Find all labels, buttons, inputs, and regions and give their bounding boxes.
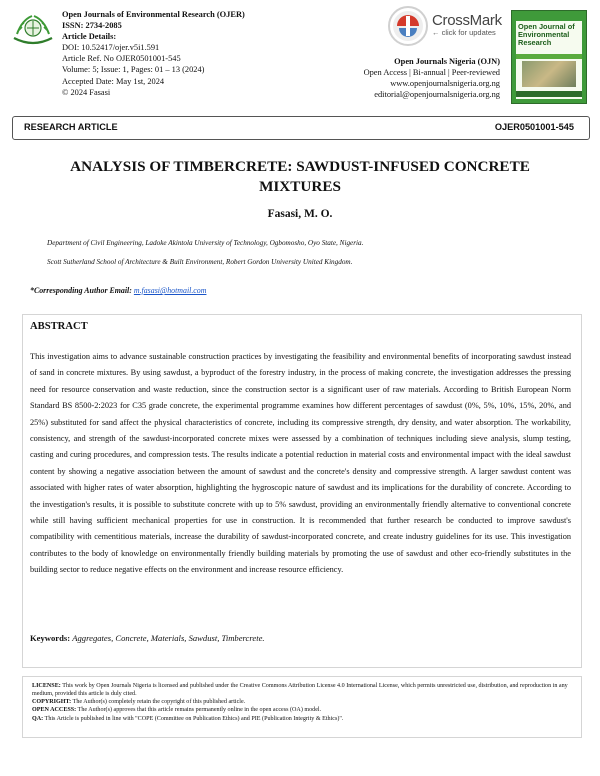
keywords [30, 633, 265, 643]
qa-label: QA: [32, 716, 44, 722]
open-access-notice [32, 706, 580, 714]
paper-title-line1: ANALYSIS OF TIMBERCRETE: SAWDUST-INFUSED CONCRETE [70, 158, 530, 175]
open-access-text: The Author(s) approves that this article remains permanently online in the open access (OA) model. [77, 707, 322, 713]
copyright-line: © 2024 Fasasi [62, 87, 111, 97]
article-code: OJER0501001-545 [494, 122, 574, 132]
journal-cover [511, 10, 587, 104]
crossmark-icon[interactable] [387, 5, 429, 47]
copyright-notice-label: COPYRIGHT: [32, 699, 72, 705]
crossmark-sub: ← click for updates [432, 28, 496, 37]
crossmark-label[interactable] [432, 12, 502, 37]
article-type: RESEARCH ARTICLE [24, 122, 118, 132]
editorial-email[interactable]: editorial@openjournalsnigeria.org.ng [374, 90, 500, 99]
cover-title: Open Journal of Environmental Research [518, 22, 575, 47]
abstract-heading: ABSTRACT [30, 321, 88, 332]
license-line [32, 682, 580, 698]
copyright-notice-text: The Author(s) completely retain the copyright of this published article. [72, 699, 246, 705]
qa-notice [32, 715, 580, 723]
corresponding-author [30, 286, 206, 295]
author: Fasasi, M. O. [267, 208, 333, 220]
cover-band [516, 54, 582, 59]
cover-photo [522, 61, 576, 87]
paper-title-line2: MIXTURES [259, 178, 341, 195]
affiliation-1: Department of Civil Engineering, Ladoke Akintola University of Technology, Ogbomosho, Oyo State, Nigeria. [47, 239, 364, 247]
crossmark-name: CrossMark [432, 12, 502, 29]
keywords-list: Aggregates, Concrete, Materials, Sawdust, Timbercrete. [72, 633, 265, 643]
issn: ISSN: 2734-2085 [62, 21, 122, 31]
copyright-notice [32, 698, 580, 706]
ojn-logo-icon [10, 8, 56, 48]
article-details-label: Article Details: [62, 32, 117, 42]
license-text: This work by Open Journals Nigeria is licensed and published under the Creative Commons Attribution License 4.0 International License, which permits unrestricted use, distribution, and reproduction in any medium, provided this article is duly cited. [32, 683, 568, 697]
corresponding-label: *Corresponding Author Email: [30, 286, 132, 295]
journal-details [62, 9, 245, 98]
paper-title [30, 157, 570, 197]
abstract-text: This investigation aims to advance sustainable construction practices by investigating the feasibility and environmental benefits of incorporating sawdust instead of sand in concrete mixtures. By using sawdust, a byproduct of the forestry industry, in the process of making concrete, the investigation addresses the pressing need for resource conservation and waste reduction, since the construction sector is a significant user of raw materials. According to British European Norm Standard BS 8500-2:2023 for C35 grade concrete, the experimental programme examines how different percentages of sawdust (0%, 5%, 10%, 15%, 20%, and 25%) substituted for sand affect the physical characteristics of concrete, including its compressive strength, dry density, and water absorption. The workability, consistency, and strength of the sawdust-incorporated concrete mixes were assessed by a combination of techniques including sieve analysis, slump testing, casting and curing procedures, and compression tests. The results indicate a potential reduction in material costs and environmental impact with the ideal sawdust content by showing a negative association between the amount of sawdust and the concrete's density and compressive strength. A larger sawdust content was associated with higher rates of water absorption, highlighting the hygroscopic nature of sawdust and its implications for the durability of concrete. According to the investigation's results, it is possible to substitute concrete with up to 5% sawdust, providing an environmentally friendly alternative to conventional concrete while still having sufficient mechanical properties for use in construction. It is recommended that further research be conducted to improve sawdust's compatibility with cementitious materials, increase the durability of sawdust-incorporated concrete, and create industry guidelines for its use. This investigation contributes to the body of knowledge on environmentally friendly building materials by promoting the use of sawdust and other eco-friendly substitutes in the building sector to reduce negative effects on the environment and increase resource efficiency. [30, 352, 571, 575]
website[interactable]: www.openjournalsnigeria.org.ng [390, 79, 500, 88]
access-line: Open Access | Bi-annual | Peer-reviewed [363, 68, 500, 77]
cover-footer [516, 91, 582, 97]
article-ref-no: Article Ref. No OJER0501001-545 [62, 54, 181, 64]
keywords-label: Keywords: [30, 633, 71, 643]
doi: DOI: 10.52417/ojer.v5i1.591 [62, 43, 160, 53]
publisher-name: Open Journals Nigeria (OJN) [394, 57, 500, 66]
qa-text: This Article is published in line with "COPE (Committee on Publication Ethics) and PIE (Publication Integrity & Ethics)". [44, 716, 344, 722]
license-label: LICENSE: [32, 683, 61, 689]
affiliation-2: Scott Sutherland School of Architecture & Built Environment, Robert Gordon University United Kingdom. [47, 258, 353, 266]
volume-issue: Volume: 5; Issue: 1, Pages: 01 – 13 (2024) [62, 65, 205, 75]
publisher-details [364, 56, 500, 100]
journal-name: Open Journals of Environmental Research (OJER) [62, 10, 245, 19]
corresponding-email-link[interactable]: m.fasasi@hotmail.com [133, 286, 207, 295]
open-access-label: OPEN ACCESS: [32, 707, 77, 713]
accepted-date: Accepted Date: May 1st, 2024 [62, 76, 165, 86]
